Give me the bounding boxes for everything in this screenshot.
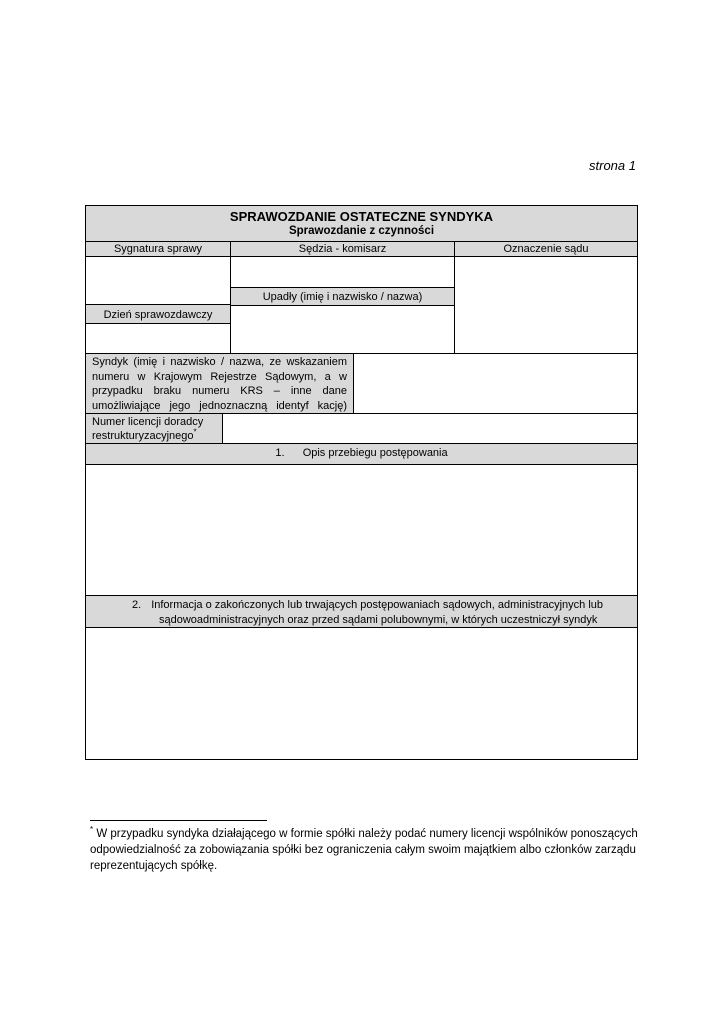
- page-number: strona 1: [589, 158, 636, 173]
- section2-number: 2.: [132, 599, 142, 611]
- license-field[interactable]: [222, 413, 637, 443]
- bankrupt-field[interactable]: [230, 305, 454, 353]
- trustee-field[interactable]: [353, 353, 637, 413]
- section2-title-line: sądowoadministracyjnych oraz przed sądami polubownymi, w których uczestniczył syndyk: [159, 613, 598, 626]
- trustee-label-line: numeru w Krajowym Rejestrze Sądowym, a w: [92, 370, 347, 383]
- section1-title: Opis przebiegu postępowania: [302, 447, 448, 459]
- form-title: SPRAWOZDANIE OSTATECZNE SYNDYKA: [229, 209, 494, 224]
- footnote-marker: *: [193, 427, 197, 437]
- bankrupt-header: Upadły (imię i nazwisko / nazwa): [230, 287, 454, 305]
- section1-number: 1.: [275, 447, 285, 459]
- footnote-line: reprezentujących spółkę.: [90, 860, 218, 872]
- reporting-day-field[interactable]: [86, 323, 230, 353]
- judge-header: Sędzia - komisarz: [230, 241, 454, 256]
- footnote-line: W przypadku syndyka działającego w formie spółki należy podać numery licencji wspólników ponoszących: [93, 828, 638, 840]
- license-label-line: restrukturyzacyjnego: [92, 430, 194, 442]
- case-signature-header: Sygnatura sprawy: [86, 241, 230, 256]
- section2-header: [86, 595, 637, 627]
- license-label-line: Numer licencji doradcy: [92, 416, 204, 428]
- section2-title-line: Informacja o zakończonych lub trwających postępowaniach sądowych, administracyjnych lub: [151, 599, 604, 611]
- court-field[interactable]: [454, 256, 637, 353]
- form-header: [86, 206, 637, 241]
- license-header: [86, 413, 222, 443]
- section2-field[interactable]: [86, 627, 637, 759]
- reporting-day-header: Dzień sprawozdawczy: [86, 304, 230, 323]
- court-header: Oznaczenie sądu: [454, 241, 637, 256]
- footnote: [90, 826, 650, 874]
- trustee-header: [86, 353, 353, 413]
- trustee-label-line: przypadku braku numeru KRS – inne dane: [92, 385, 347, 397]
- footnote-mark: *: [90, 825, 94, 835]
- section1-header: [86, 443, 637, 464]
- judge-field[interactable]: [230, 256, 454, 287]
- section1-field[interactable]: [86, 464, 637, 595]
- footnote-line: odpowiedzialność za zobowiązania spółki bez ograniczenia całym swoim majątkiem albo członków zarządu: [90, 844, 636, 856]
- case-signature-field[interactable]: [86, 256, 230, 304]
- form-subtitle: Sprawozdanie z czynności: [288, 225, 435, 237]
- footnote-separator: [90, 820, 267, 821]
- report-form: [85, 205, 638, 760]
- trustee-label-line: umożliwiające jego jednoznaczną identyf kację): [92, 399, 347, 412]
- trustee-label-line: Syndyk (imię i nazwisko / nazwa, ze wskazaniem: [92, 356, 347, 368]
